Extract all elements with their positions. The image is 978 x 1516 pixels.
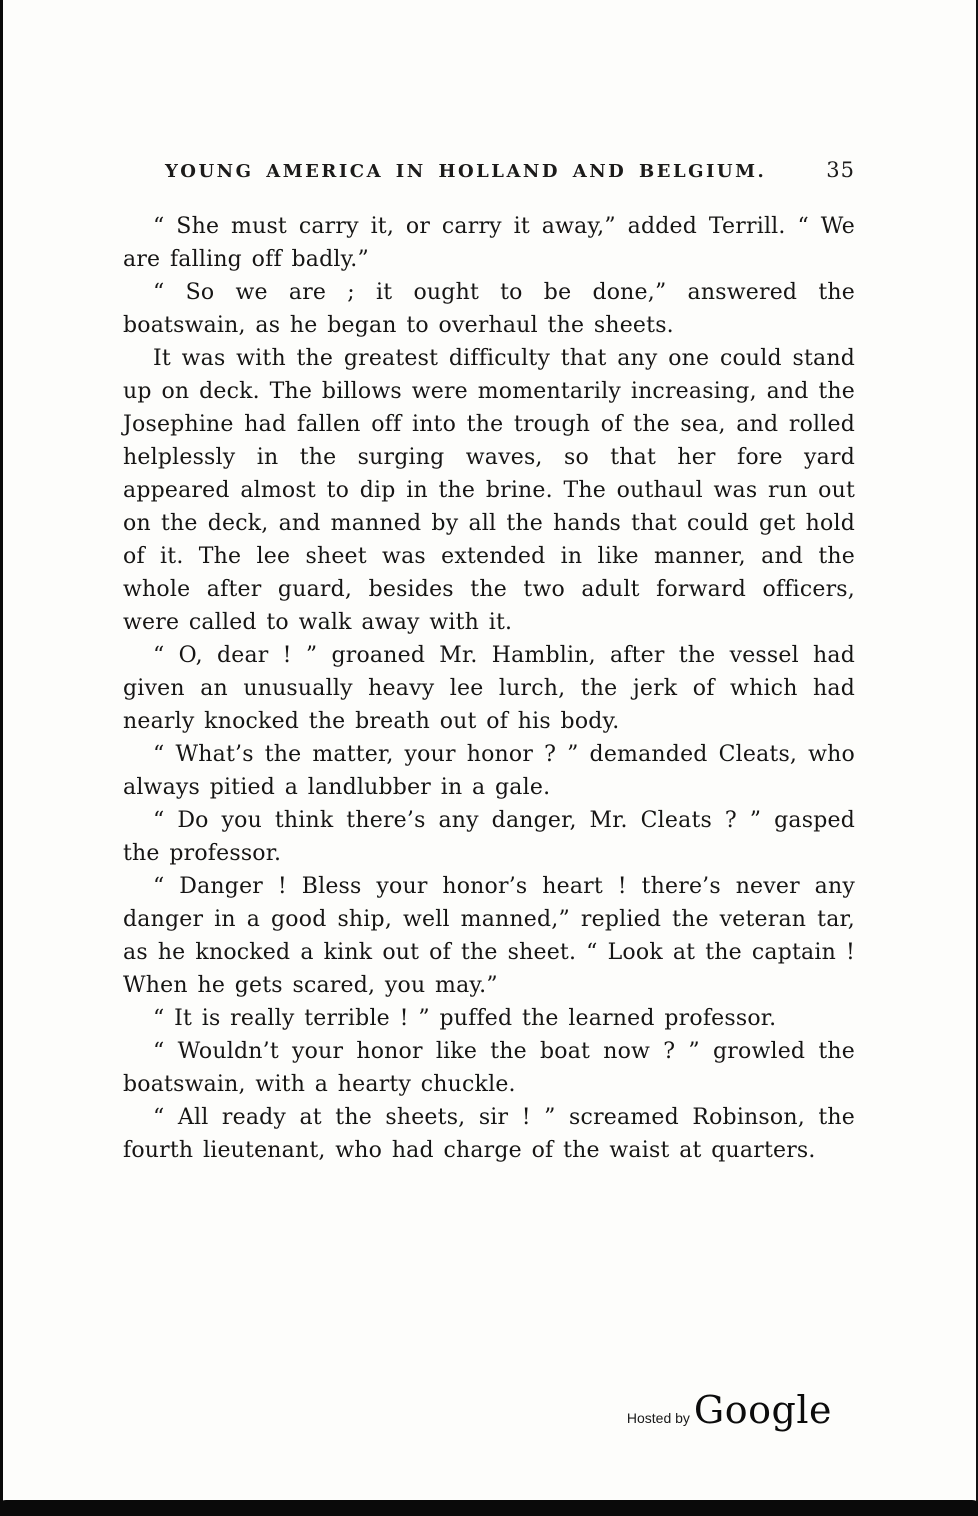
paragraph: “ It is really terrible ! ” puffed the learned professor. (153, 1006, 777, 1031)
paragraph: “ O, dear ! ” groaned Mr. Hamblin, after the vessel had given an unusually heavy lee lurch, the jerk of which had nearly knocked the breath out of his body. (123, 643, 855, 734)
paragraph: “ Do you think there’s any danger, Mr. Cleats ? ” gasped the professor. (123, 808, 855, 866)
scan-edge-left (0, 0, 3, 1516)
paragraph: “ Wouldn’t your honor like the boat now ? ” growled the boatswain, with a hearty chuckle. (123, 1039, 855, 1097)
paragraph: “ What’s the matter, your honor ? ” demanded Cleats, who always pitied a landlubber in a gale. (123, 742, 855, 800)
paragraph: “ Danger ! Bless your honor’s heart ! there’s never any danger in a good ship, well manned,” replied the veteran tar, as he knocked a kink out of the sheet. “ Look at the captain ! When he gets scared, you may.” (123, 874, 855, 998)
paragraph: “ So we are ; it ought to be done,” answered the boatswain, as he began to overhaul the sheets. (123, 280, 855, 338)
page-header (123, 158, 855, 182)
hosted-by-footer (627, 1388, 832, 1432)
scan-edge-bottom (0, 1500, 978, 1516)
page-number: 35 (826, 158, 855, 182)
running-title: YOUNG AMERICA IN HOLLAND AND BELGIUM. (164, 161, 767, 182)
page-text (123, 210, 855, 1167)
paragraph: It was with the greatest difficulty that any one could stand up on deck. The billows were momentarily increasing, and the Josephine had fallen off into the trough of the sea, and rolled helplessly in the surging waves, so that her fore yard appeared almost to dip in the brine. The outhaul was run out on the deck, and manned by all the hands that could get hold of it. The lee sheet was extended in like manner, and the whole after guard, besides the two adult forward officers, were called to walk away with it. (123, 346, 855, 635)
paragraph: “ She must carry it, or carry it away,” added Terrill. “ We are falling off badly.” (123, 214, 855, 272)
google-logo: Google (693, 1388, 832, 1432)
paragraph: “ All ready at the sheets, sir ! ” screamed Robinson, the fourth lieutenant, who had charge of the waist at quarters. (123, 1105, 855, 1163)
hosted-by-label: Hosted by (626, 1410, 690, 1426)
